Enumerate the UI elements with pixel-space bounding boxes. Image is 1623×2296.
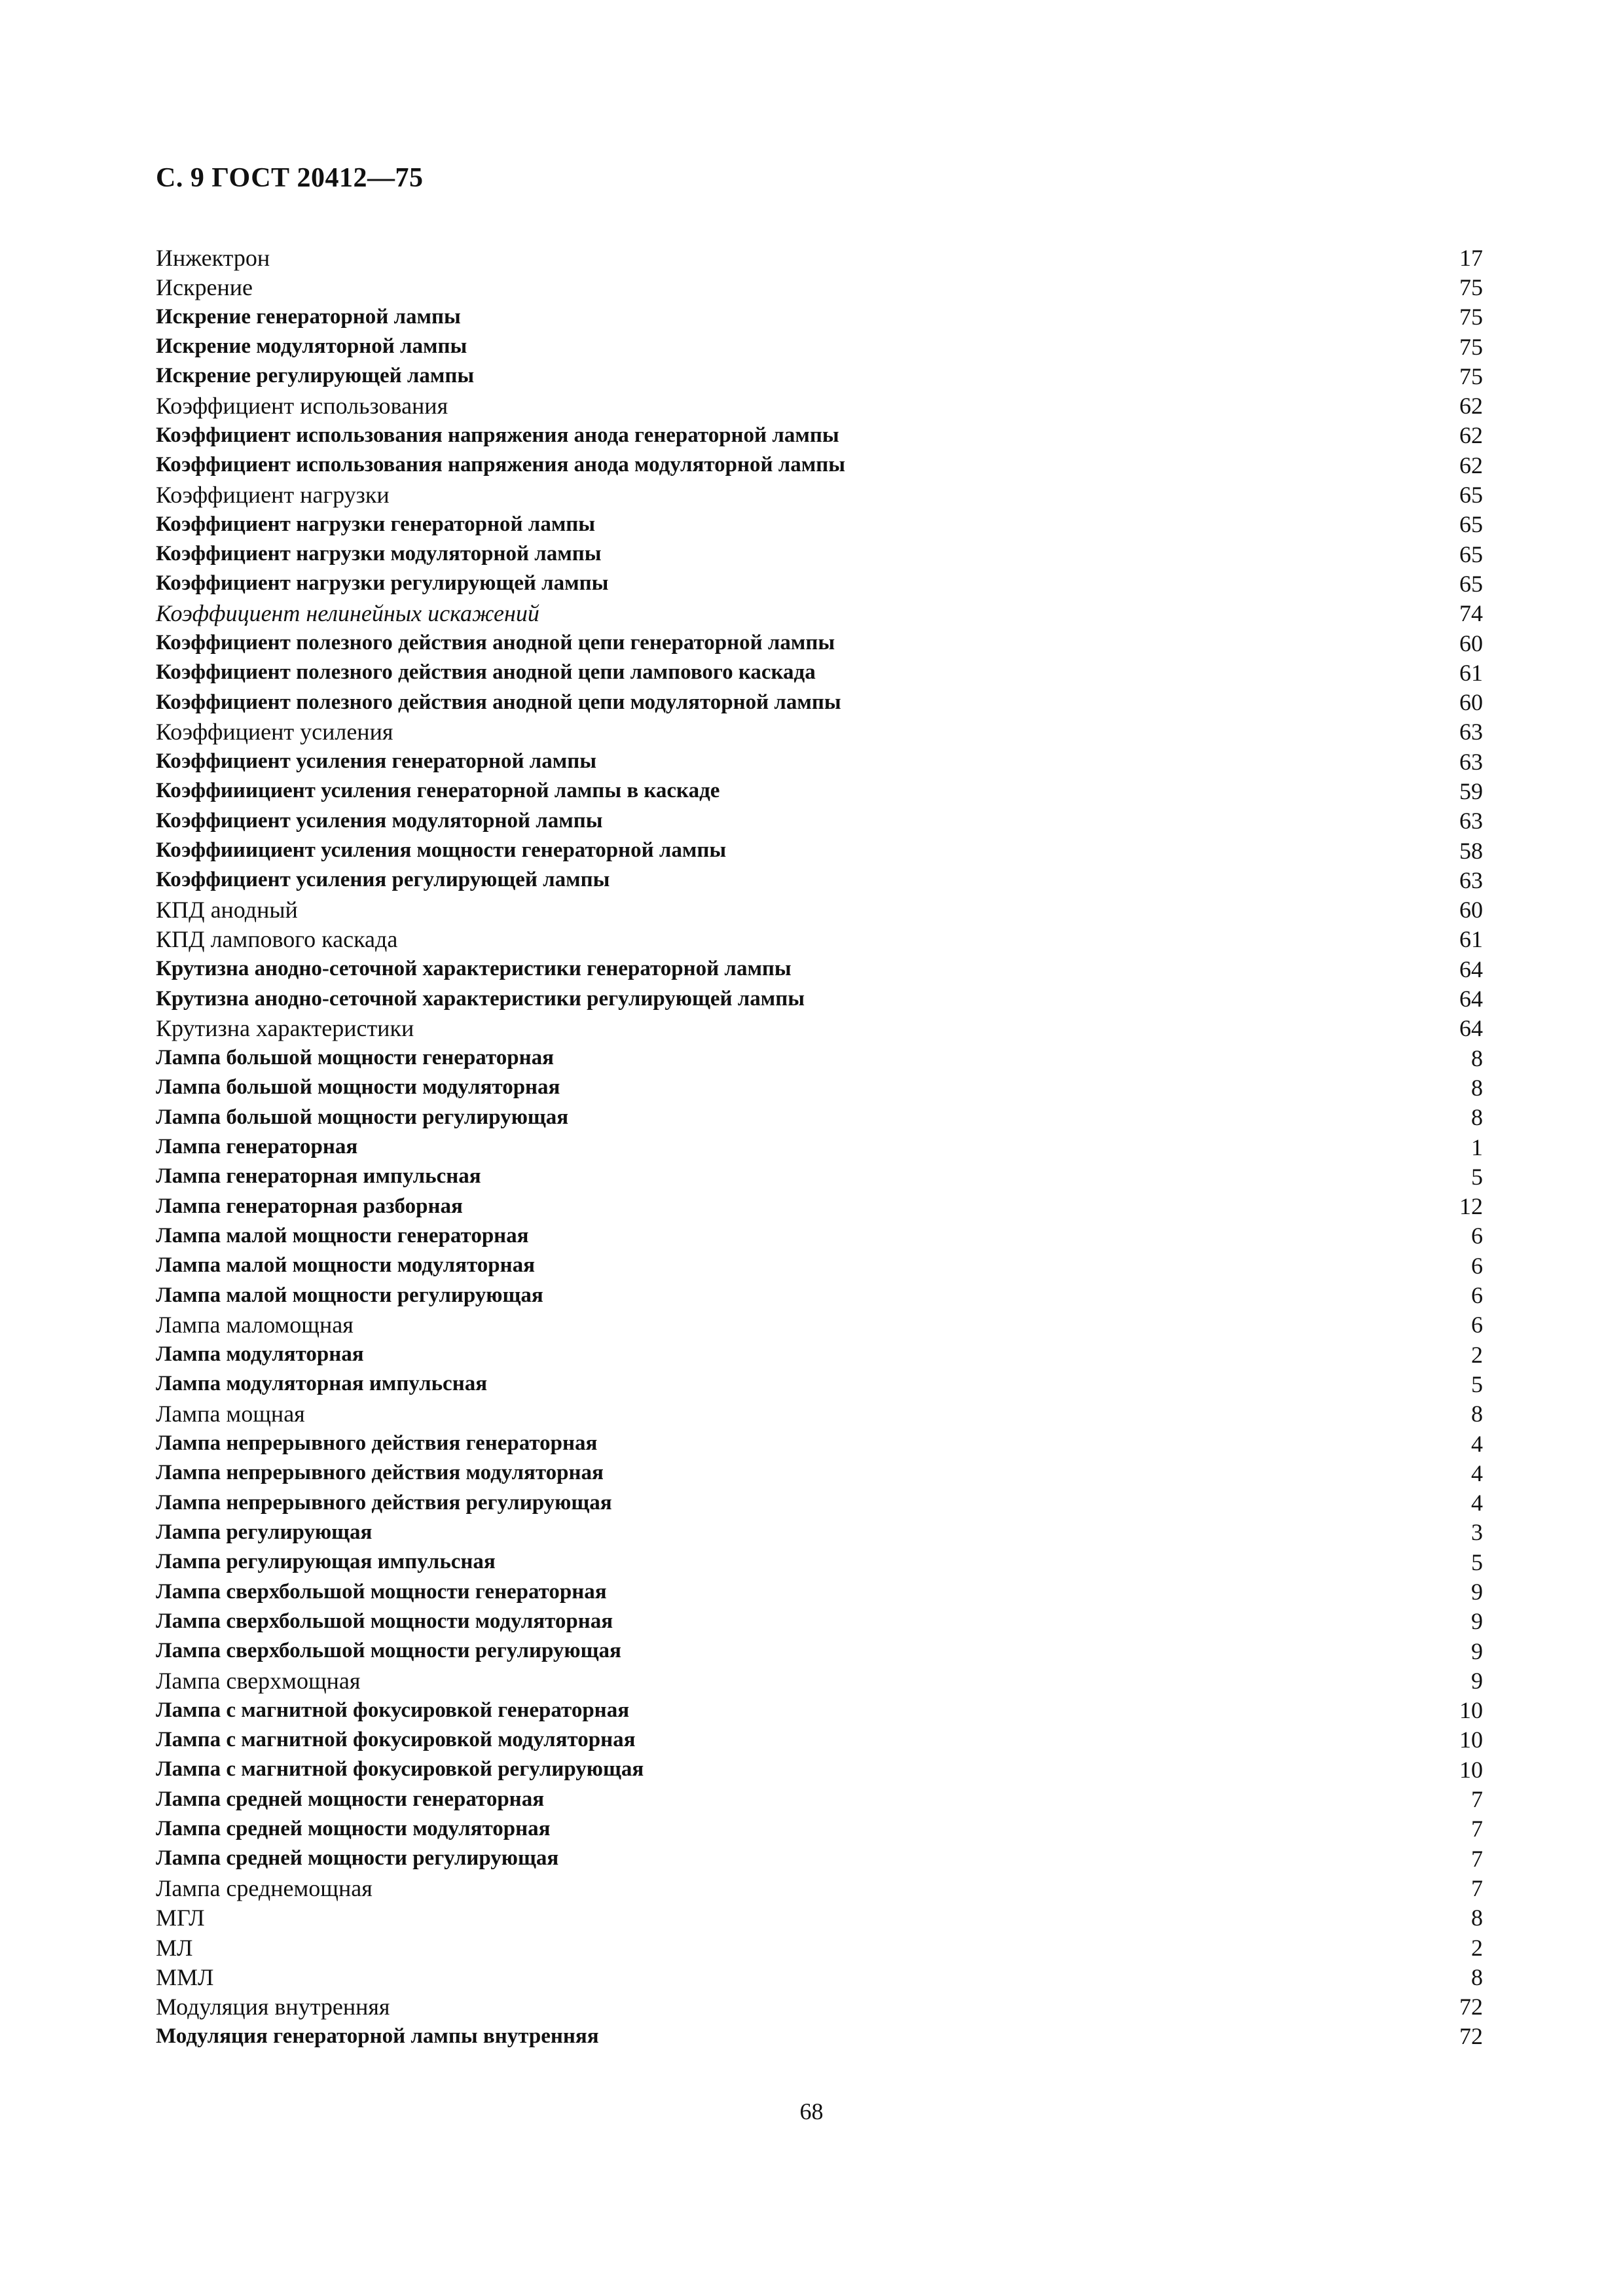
index-entry [156,1696,1483,1725]
index-entry [156,1873,1483,1903]
index-page-ref: 63 [1459,748,1483,775]
index-entry [156,806,1483,836]
index-entry [156,717,1483,747]
index-page-ref: 65 [1459,541,1483,567]
index-entry [156,1280,1483,1310]
index-entry [156,865,1483,895]
index-entry [156,450,1483,480]
index-term: Коэффициент использования напряжения анода модуляторной лампы [156,453,846,477]
index-page-ref: 8 [1471,1074,1483,1101]
index-page-ref: 75 [1459,363,1483,389]
index-page-ref: 64 [1459,986,1483,1013]
index-page-ref: 63 [1459,808,1483,834]
index-entry [156,1725,1483,1755]
index-page-ref: 7 [1471,1816,1483,1842]
index-page-ref: 60 [1459,630,1483,656]
index-page-ref: 75 [1459,333,1483,360]
index-page-ref: 61 [1459,926,1483,953]
index-entry [156,361,1483,391]
page-number: 68 [799,2098,824,2125]
index-term: МЛ [156,1934,193,1961]
index-entry [156,1310,1483,1340]
index-page-ref: 12 [1459,1193,1483,1220]
index-entry [156,510,1483,539]
index-page-ref: 9 [1471,1608,1483,1635]
index-entry [156,1340,1483,1369]
index-page-ref: 8 [1471,1104,1483,1131]
index-page-ref: 5 [1471,1371,1483,1397]
index-entry [156,1162,1483,1191]
index-entry [156,747,1483,776]
index-page-ref: 7 [1471,1845,1483,1872]
index-term: Лампа большой мощности модуляторная [156,1075,560,1100]
index-page-ref: 65 [1459,482,1483,509]
index-term: Лампа модуляторная импульсная [156,1372,488,1396]
index-entry [156,687,1483,717]
index-term: Коэффициент нагрузки генераторной лампы [156,512,596,536]
index-page-ref: 75 [1459,274,1483,300]
index-term: Лампа модуляторная [156,1342,364,1367]
index-page-ref: 10 [1459,1727,1483,1753]
index-entry [156,1014,1483,1043]
index-entry [156,628,1483,658]
index-page-ref: 65 [1459,511,1483,538]
index-entry [156,1251,1483,1280]
index-page-ref: 3 [1471,1519,1483,1546]
index-term: Лампа сверхбольшой мощности регулирующая [156,1639,621,1663]
index-term: Коэффициент усиления [156,719,393,745]
index-page-ref: 62 [1459,393,1483,420]
index-page-ref: 61 [1459,659,1483,686]
index-page-ref: 6 [1471,1312,1483,1338]
index-entry [156,1962,1483,1992]
index-entry [156,1784,1483,1814]
index-entry [156,895,1483,925]
index-page-ref: 10 [1459,1697,1483,1724]
index-page-ref: 1 [1471,1134,1483,1160]
index-page-ref: 9 [1471,1638,1483,1664]
index-term: Лампа генераторная импульсная [156,1164,481,1189]
index-entry [156,1903,1483,1933]
index-term: МГЛ [156,1905,205,1931]
index-page-ref: 8 [1471,1401,1483,1427]
index-entry [156,1636,1483,1666]
index-page-ref: 74 [1459,600,1483,627]
index-entry [156,1814,1483,1844]
index-entry [156,1192,1483,1221]
index-term: Модуляция генераторной лампы внутренняя [156,2024,599,2048]
index-entry [156,1073,1483,1102]
index-term: Искрение [156,274,253,300]
index-page-ref: 8 [1471,1045,1483,1071]
index-term: Лампа средней мощности модуляторная [156,1816,551,1840]
index-entry [156,954,1483,984]
index-page-ref: 58 [1459,837,1483,864]
index-term: Коэффициент нагрузки модуляторной лампы [156,542,602,566]
index-page-ref: 62 [1459,452,1483,478]
index-term: Коэффициент усиления регулирующей лампы [156,868,610,892]
index-page-ref: 63 [1459,867,1483,893]
index-entry [156,1369,1483,1399]
index-page-ref: 62 [1459,422,1483,449]
index-term: Лампа сверхбольшой мощности генераторная [156,1579,607,1604]
index-entry [156,272,1483,302]
index-page-ref: 59 [1459,778,1483,804]
index-entry [156,1399,1483,1429]
index-term: Лампа малой мощности генераторная [156,1223,529,1247]
index-term: Лампа средней мощности регулирующая [156,1846,559,1871]
index-page-ref: 2 [1471,1934,1483,1961]
index-term: Лампа маломощная [156,1312,354,1338]
index-term: Лампа генераторная [156,1135,358,1159]
index-page-ref: 4 [1471,1490,1483,1516]
index-page-ref: 60 [1459,897,1483,924]
index-page-ref: 17 [1459,244,1483,271]
index-term: Коэффициент усиления модуляторной лампы [156,808,603,833]
index-page-ref: 72 [1459,2023,1483,2050]
index-term: Искрение регулирующей лампы [156,364,475,388]
index-page-ref: 9 [1471,1667,1483,1694]
index-entry [156,776,1483,806]
index-page-ref: 8 [1471,1964,1483,1990]
index-page-ref: 5 [1471,1163,1483,1190]
index-page-ref: 64 [1459,1015,1483,1042]
index-term: Коэффициент полезного действия анодной цепи модуляторной лампы [156,690,841,714]
index-term: Лампа сверхбольшой мощности модуляторная [156,1609,613,1633]
index-entry [156,1547,1483,1577]
index-term: Лампа с магнитной фокусировкой генераторная [156,1698,630,1722]
index-page-ref: 7 [1471,1786,1483,1813]
index-term: Лампа непрерывного действия генераторная [156,1431,598,1456]
index-term: Коэффииициент усиления мощности генераторной лампы [156,838,727,863]
index-entry [156,1458,1483,1488]
index-term: Лампа средней мощности генераторная [156,1787,545,1811]
page-header: С. 9 ГОСТ 20412—75 [156,163,424,193]
index-entry [156,1607,1483,1636]
index-term: Лампа мощная [156,1401,305,1427]
index-page-ref: 7 [1471,1874,1483,1901]
index-page-ref: 4 [1471,1430,1483,1457]
index-entry [156,243,1483,272]
index-term: Лампа сверхмощная [156,1667,361,1694]
index-entry [156,658,1483,687]
index-page-ref: 4 [1471,1460,1483,1486]
index-entry [156,1933,1483,1962]
index-term: Искрение генераторной лампы [156,304,461,329]
index-term: Лампа регулирующая импульсная [156,1550,496,1574]
index-term: Коэффициент нагрузки регулирующей лампы [156,571,609,596]
index-term: Коэффициент нагрузки [156,482,390,509]
index-entry [156,332,1483,361]
index-entry [156,836,1483,865]
index-entry [156,1132,1483,1162]
index-term: Коэффициент усиления генераторной лампы [156,749,597,774]
index-page-ref: 65 [1459,570,1483,597]
index-term: Лампа с магнитной фокусировкой регулирующая [156,1757,644,1782]
index-entry [156,1043,1483,1073]
index-term: КПД анодный [156,897,298,924]
index-term: Лампа среднемощная [156,1874,373,1901]
index-page-ref: 10 [1459,1756,1483,1783]
index-entry [156,302,1483,332]
index-entry [156,1429,1483,1458]
index-entry [156,391,1483,420]
index-term: Модуляция внутренняя [156,1994,390,2020]
index-term: Лампа непрерывного действия регулирующая [156,1490,612,1515]
index-term: Коэффициент полезного действия анодной цепи лампового каскада [156,660,816,685]
index-entry [156,569,1483,598]
index-term: Крутизна анодно-сеточной характеристики регулирующей лампы [156,986,805,1011]
index-entry [156,1992,1483,2022]
index-term: Коэффициент использования напряжения анода генераторной лампы [156,423,839,447]
index-page-ref: 6 [1471,1252,1483,1279]
index-entry [156,1488,1483,1517]
index-entry [156,1103,1483,1132]
index-page-ref: 2 [1471,1341,1483,1368]
index-page-ref: 6 [1471,1282,1483,1309]
index-term: Коэффициент полезного действия анодной цепи генераторной лампы [156,631,835,655]
index-term: Инжектрон [156,244,270,271]
index-term: Крутизна характеристики [156,1015,414,1042]
index-term: Искрение модуляторной лампы [156,334,467,359]
index-term: Коэффициент использования [156,393,448,420]
index-entry [156,1755,1483,1784]
index-entry [156,1666,1483,1695]
index-page-ref: 60 [1459,689,1483,716]
index-page-ref: 6 [1471,1223,1483,1249]
index-term: Коэффициент нелинейных искажений [156,600,539,627]
index-term: Лампа малой мощности регулирующая [156,1283,543,1307]
index-term: КПД лампового каскада [156,926,398,953]
index-entry [156,1844,1483,1873]
index-page-ref: 9 [1471,1579,1483,1605]
index-term: Лампа большой мощности генераторная [156,1046,554,1070]
index-page-ref: 8 [1471,1905,1483,1931]
index-entry [156,421,1483,450]
index-entry [156,925,1483,954]
index-entry [156,2022,1483,2051]
index-term: ММЛ [156,1964,214,1990]
index-entry [156,599,1483,628]
index-list [156,243,1483,2051]
index-entry [156,480,1483,509]
index-page-ref: 5 [1471,1549,1483,1575]
index-entry [156,1577,1483,1606]
index-entry [156,539,1483,569]
index-term: Лампа малой мощности модуляторная [156,1253,536,1278]
index-entry [156,1221,1483,1251]
index-entry [156,984,1483,1013]
index-term: Лампа регулирующая [156,1520,373,1544]
index-page-ref: 75 [1459,304,1483,331]
index-term: Лампа непрерывного действия модуляторная [156,1461,604,1485]
index-page-ref: 72 [1459,1994,1483,2020]
index-term: Крутизна анодно-сеточной характеристики генераторной лампы [156,957,792,981]
index-term: Коэффииициент усиления генераторной лампы в каскаде [156,779,720,803]
index-page-ref: 63 [1459,719,1483,745]
index-page-ref: 64 [1459,956,1483,982]
index-term: Лампа с магнитной фокусировкой модуляторная [156,1727,636,1751]
index-term: Лампа генераторная разборная [156,1194,463,1218]
index-term: Лампа большой мощности регулирующая [156,1105,569,1129]
index-entry [156,1518,1483,1547]
